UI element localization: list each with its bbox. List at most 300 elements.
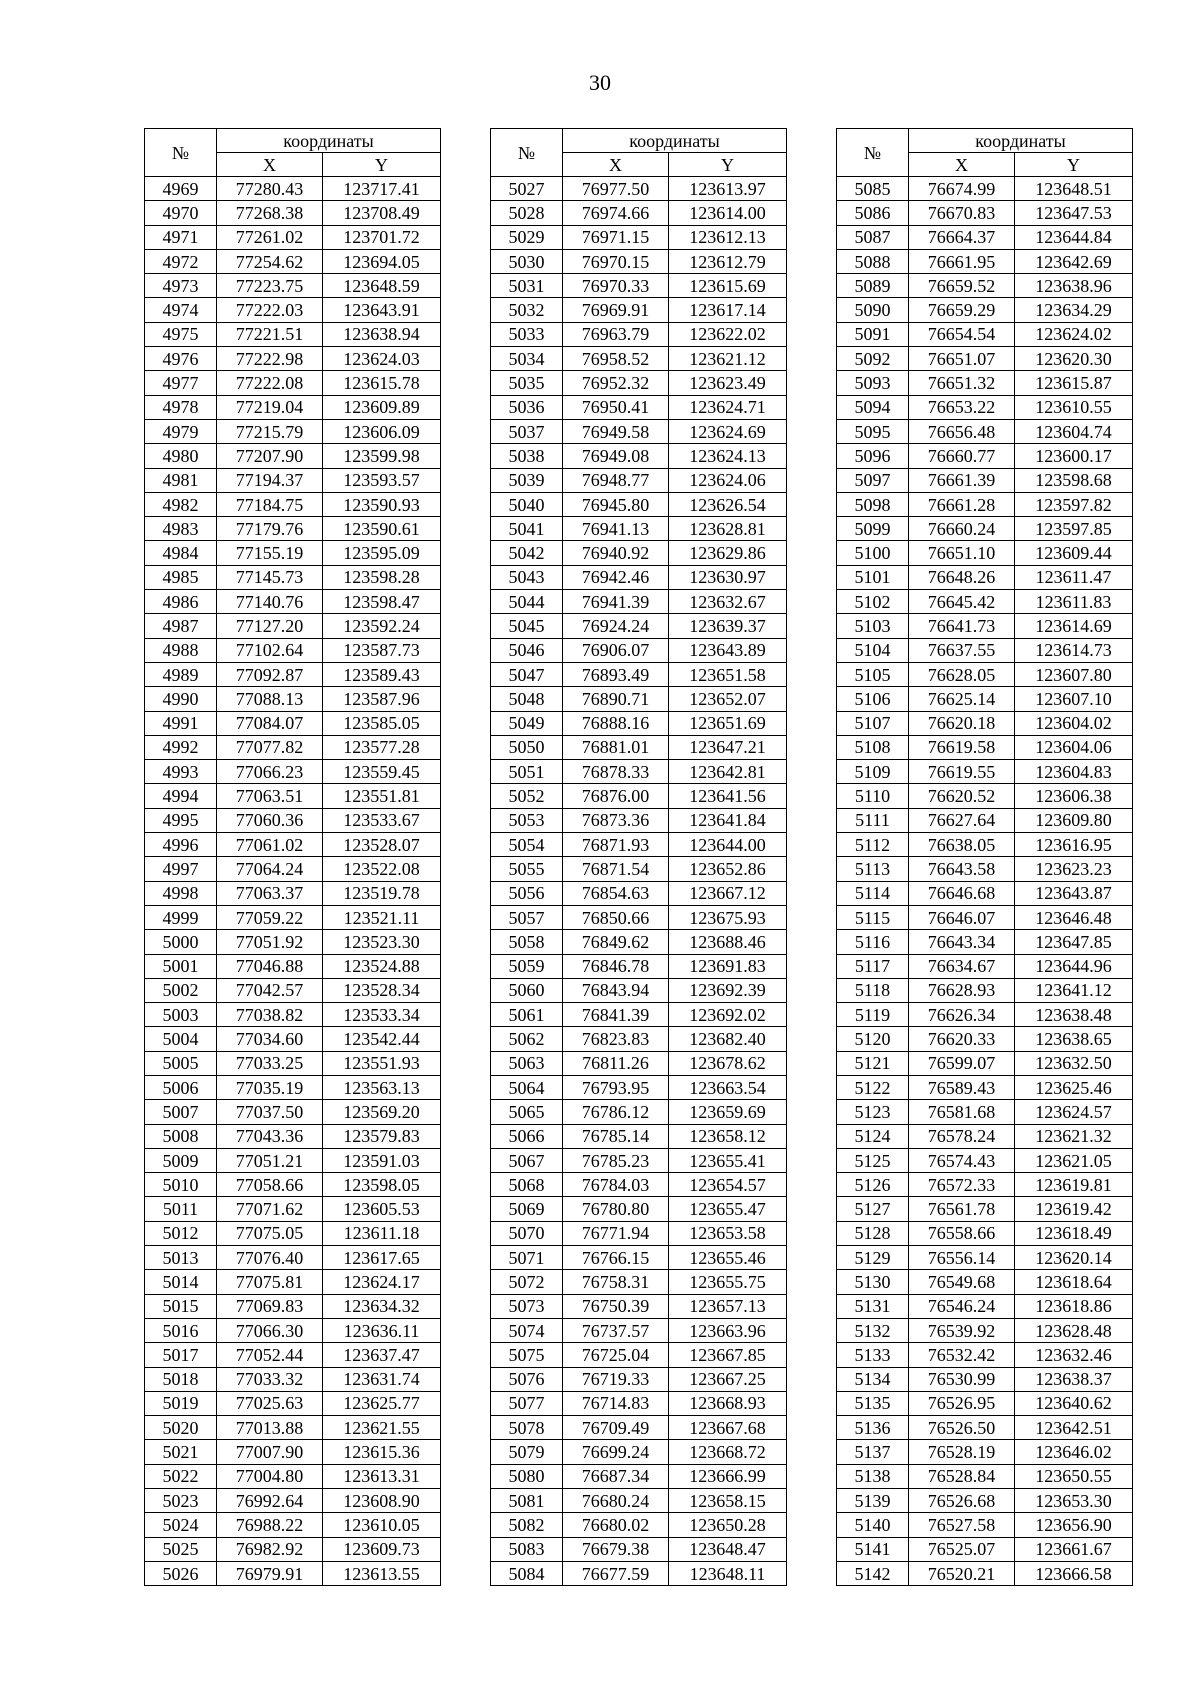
coord-y: 123648.59 xyxy=(323,274,441,298)
coordinate-tables xyxy=(144,128,1134,1588)
coord-x: 76561.78 xyxy=(909,1197,1015,1221)
coord-y: 123623.49 xyxy=(669,371,787,395)
table-row xyxy=(491,1318,787,1342)
table-row xyxy=(837,517,1133,541)
coord-y: 123650.28 xyxy=(669,1513,787,1537)
coord-y: 123616.95 xyxy=(1015,833,1133,857)
row-number: 5099 xyxy=(837,517,909,541)
coord-x: 76771.94 xyxy=(563,1221,669,1245)
table-row xyxy=(145,978,441,1002)
coord-x: 76846.78 xyxy=(563,954,669,978)
coord-x: 77059.22 xyxy=(217,905,323,929)
row-number: 5055 xyxy=(491,857,563,881)
coord-x: 76941.39 xyxy=(563,590,669,614)
row-number: 5121 xyxy=(837,1051,909,1075)
table-body xyxy=(837,177,1133,1586)
table-row xyxy=(837,1173,1133,1197)
coord-x: 77215.79 xyxy=(217,419,323,443)
row-number: 5078 xyxy=(491,1416,563,1440)
coord-y: 123618.86 xyxy=(1015,1294,1133,1318)
coord-y: 123614.00 xyxy=(669,201,787,225)
coord-y: 123701.72 xyxy=(323,225,441,249)
table-row xyxy=(145,1124,441,1148)
table-row xyxy=(837,1513,1133,1537)
table-row xyxy=(491,347,787,371)
coord-x: 76677.59 xyxy=(563,1561,669,1585)
coord-x: 76687.34 xyxy=(563,1464,669,1488)
row-number: 5045 xyxy=(491,614,563,638)
row-number: 5018 xyxy=(145,1367,217,1391)
coord-x: 77052.44 xyxy=(217,1343,323,1367)
coord-y: 123655.41 xyxy=(669,1148,787,1172)
coord-y: 123638.37 xyxy=(1015,1367,1133,1391)
row-number: 4982 xyxy=(145,492,217,516)
row-number: 4994 xyxy=(145,784,217,808)
coord-x: 76786.12 xyxy=(563,1100,669,1124)
row-number: 5110 xyxy=(837,784,909,808)
coord-x: 76660.77 xyxy=(909,444,1015,468)
table-row xyxy=(145,930,441,954)
table-row xyxy=(491,687,787,711)
row-number: 5119 xyxy=(837,1003,909,1027)
coord-y: 123643.87 xyxy=(1015,881,1133,905)
row-number: 5109 xyxy=(837,760,909,784)
coord-y: 123613.97 xyxy=(669,177,787,201)
coord-x: 76941.13 xyxy=(563,517,669,541)
row-number: 4975 xyxy=(145,322,217,346)
coord-y: 123642.51 xyxy=(1015,1416,1133,1440)
coord-x: 77102.64 xyxy=(217,638,323,662)
coord-x: 76627.64 xyxy=(909,808,1015,832)
coord-y: 123642.69 xyxy=(1015,249,1133,273)
coord-y: 123619.42 xyxy=(1015,1197,1133,1221)
coord-x: 76530.99 xyxy=(909,1367,1015,1391)
table-row xyxy=(837,1270,1133,1294)
row-number: 5021 xyxy=(145,1440,217,1464)
row-number: 5030 xyxy=(491,249,563,273)
row-number: 4988 xyxy=(145,638,217,662)
row-number: 5083 xyxy=(491,1537,563,1561)
coord-y: 123663.96 xyxy=(669,1318,787,1342)
table-row xyxy=(837,1027,1133,1051)
row-number: 5015 xyxy=(145,1294,217,1318)
coord-x: 76532.42 xyxy=(909,1343,1015,1367)
coord-y: 123595.09 xyxy=(323,541,441,565)
coord-y: 123682.40 xyxy=(669,1027,787,1051)
table-row xyxy=(837,735,1133,759)
coord-x: 76784.03 xyxy=(563,1173,669,1197)
row-number: 5085 xyxy=(837,177,909,201)
table-row xyxy=(145,638,441,662)
coord-x: 76793.95 xyxy=(563,1075,669,1099)
coord-y: 123613.31 xyxy=(323,1464,441,1488)
coord-x: 77084.07 xyxy=(217,711,323,735)
row-number: 5126 xyxy=(837,1173,909,1197)
coord-y: 123625.46 xyxy=(1015,1075,1133,1099)
table-row xyxy=(491,517,787,541)
table-row xyxy=(491,614,787,638)
table-row xyxy=(837,638,1133,662)
table-row xyxy=(837,1124,1133,1148)
row-number: 5130 xyxy=(837,1270,909,1294)
coord-x: 76714.83 xyxy=(563,1391,669,1415)
row-number: 5142 xyxy=(837,1561,909,1585)
coord-y: 123606.38 xyxy=(1015,784,1133,808)
coord-y: 123624.06 xyxy=(669,468,787,492)
coord-x: 76528.19 xyxy=(909,1440,1015,1464)
row-number: 5115 xyxy=(837,905,909,929)
coord-x: 76873.36 xyxy=(563,808,669,832)
table-row xyxy=(837,1391,1133,1415)
coord-x: 77207.90 xyxy=(217,444,323,468)
coord-y: 123587.96 xyxy=(323,687,441,711)
row-number: 5127 xyxy=(837,1197,909,1221)
table-row xyxy=(145,1003,441,1027)
row-number: 4998 xyxy=(145,881,217,905)
coord-y: 123619.81 xyxy=(1015,1173,1133,1197)
row-number: 4985 xyxy=(145,565,217,589)
coord-x: 76890.71 xyxy=(563,687,669,711)
row-number: 5069 xyxy=(491,1197,563,1221)
table-row xyxy=(145,249,441,273)
row-number: 5070 xyxy=(491,1221,563,1245)
coord-x: 76969.91 xyxy=(563,298,669,322)
row-number: 5135 xyxy=(837,1391,909,1415)
coord-y: 123652.86 xyxy=(669,857,787,881)
coord-y: 123659.69 xyxy=(669,1100,787,1124)
coord-y: 123666.58 xyxy=(1015,1561,1133,1585)
table-row xyxy=(491,1440,787,1464)
row-number: 5051 xyxy=(491,760,563,784)
coord-x: 76940.92 xyxy=(563,541,669,565)
row-number: 4971 xyxy=(145,225,217,249)
table-row xyxy=(837,1075,1133,1099)
row-number: 4983 xyxy=(145,517,217,541)
coord-x: 76854.63 xyxy=(563,881,669,905)
coord-y: 123656.90 xyxy=(1015,1513,1133,1537)
coord-y: 123589.43 xyxy=(323,662,441,686)
coord-y: 123658.15 xyxy=(669,1489,787,1513)
table-row xyxy=(491,492,787,516)
coord-y: 123522.08 xyxy=(323,857,441,881)
coord-y: 123678.62 xyxy=(669,1051,787,1075)
coord-y: 123621.55 xyxy=(323,1416,441,1440)
coord-y: 123625.77 xyxy=(323,1391,441,1415)
row-number: 5043 xyxy=(491,565,563,589)
row-number: 5056 xyxy=(491,881,563,905)
coord-y: 123611.18 xyxy=(323,1221,441,1245)
coord-x: 76619.55 xyxy=(909,760,1015,784)
row-number: 5090 xyxy=(837,298,909,322)
table-row xyxy=(837,1221,1133,1245)
coord-y: 123632.67 xyxy=(669,590,787,614)
coord-y: 123604.74 xyxy=(1015,419,1133,443)
table-row xyxy=(145,735,441,759)
coord-y: 123651.58 xyxy=(669,662,787,686)
header-number: № xyxy=(145,129,217,177)
table-row xyxy=(145,833,441,857)
table-row xyxy=(837,1294,1133,1318)
row-number: 4969 xyxy=(145,177,217,201)
table-row xyxy=(491,565,787,589)
coord-x: 76680.02 xyxy=(563,1513,669,1537)
header-x: X xyxy=(909,153,1015,177)
coord-x: 76766.15 xyxy=(563,1246,669,1270)
coord-y: 123647.85 xyxy=(1015,930,1133,954)
coord-x: 76949.58 xyxy=(563,419,669,443)
coord-x: 76906.07 xyxy=(563,638,669,662)
coord-y: 123608.90 xyxy=(323,1489,441,1513)
coord-y: 123598.47 xyxy=(323,590,441,614)
coord-x: 76656.48 xyxy=(909,419,1015,443)
coord-x: 76581.68 xyxy=(909,1100,1015,1124)
coord-x: 76651.32 xyxy=(909,371,1015,395)
row-number: 5080 xyxy=(491,1464,563,1488)
row-number: 5053 xyxy=(491,808,563,832)
coord-y: 123597.85 xyxy=(1015,517,1133,541)
row-number: 5046 xyxy=(491,638,563,662)
table-body xyxy=(491,177,787,1586)
coord-y: 123717.41 xyxy=(323,177,441,201)
coord-y: 123666.99 xyxy=(669,1464,787,1488)
table-row xyxy=(491,298,787,322)
coord-x: 76628.93 xyxy=(909,978,1015,1002)
row-number: 5024 xyxy=(145,1513,217,1537)
coord-y: 123667.85 xyxy=(669,1343,787,1367)
coord-y: 123617.14 xyxy=(669,298,787,322)
coord-y: 123630.97 xyxy=(669,565,787,589)
coord-x: 76878.33 xyxy=(563,760,669,784)
coord-y: 123641.56 xyxy=(669,784,787,808)
row-number: 4979 xyxy=(145,419,217,443)
coord-x: 76578.24 xyxy=(909,1124,1015,1148)
table-row xyxy=(491,468,787,492)
coord-y: 123614.69 xyxy=(1015,614,1133,638)
row-number: 5124 xyxy=(837,1124,909,1148)
coord-y: 123667.12 xyxy=(669,881,787,905)
coord-y: 123620.30 xyxy=(1015,347,1133,371)
row-number: 5076 xyxy=(491,1367,563,1391)
coord-y: 123647.21 xyxy=(669,735,787,759)
coord-y: 123597.82 xyxy=(1015,492,1133,516)
row-number: 4987 xyxy=(145,614,217,638)
row-number: 5114 xyxy=(837,881,909,905)
table-row xyxy=(491,249,787,273)
table-row xyxy=(145,1561,441,1585)
coord-x: 76574.43 xyxy=(909,1148,1015,1172)
row-number: 5012 xyxy=(145,1221,217,1245)
coord-y: 123615.69 xyxy=(669,274,787,298)
coord-y: 123621.32 xyxy=(1015,1124,1133,1148)
coord-y: 123593.57 xyxy=(323,468,441,492)
row-number: 5129 xyxy=(837,1246,909,1270)
coord-x: 77013.88 xyxy=(217,1416,323,1440)
coord-y: 123604.83 xyxy=(1015,760,1133,784)
coord-x: 76970.15 xyxy=(563,249,669,273)
coord-y: 123624.03 xyxy=(323,347,441,371)
coord-x: 76520.21 xyxy=(909,1561,1015,1585)
row-number: 4978 xyxy=(145,395,217,419)
coord-x: 76750.39 xyxy=(563,1294,669,1318)
coord-y: 123606.09 xyxy=(323,419,441,443)
table-row xyxy=(837,954,1133,978)
row-number: 5104 xyxy=(837,638,909,662)
coord-x: 76881.01 xyxy=(563,735,669,759)
row-number: 5081 xyxy=(491,1489,563,1513)
coord-x: 77071.62 xyxy=(217,1197,323,1221)
table-row xyxy=(145,419,441,443)
table-row xyxy=(837,905,1133,929)
coord-y: 123590.61 xyxy=(323,517,441,541)
row-number: 5058 xyxy=(491,930,563,954)
table-row xyxy=(837,1367,1133,1391)
coord-x: 76719.33 xyxy=(563,1367,669,1391)
coord-x: 76849.62 xyxy=(563,930,669,954)
coord-x: 77155.19 xyxy=(217,541,323,565)
row-number: 5040 xyxy=(491,492,563,516)
coord-x: 77063.37 xyxy=(217,881,323,905)
row-number: 5086 xyxy=(837,201,909,225)
coord-x: 76949.08 xyxy=(563,444,669,468)
table-row xyxy=(837,565,1133,589)
row-number: 5133 xyxy=(837,1343,909,1367)
coord-x: 76628.05 xyxy=(909,662,1015,686)
table-row xyxy=(837,274,1133,298)
coord-y: 123599.98 xyxy=(323,444,441,468)
table-row xyxy=(837,760,1133,784)
row-number: 5123 xyxy=(837,1100,909,1124)
row-number: 5036 xyxy=(491,395,563,419)
coord-y: 123638.65 xyxy=(1015,1027,1133,1051)
row-number: 5116 xyxy=(837,930,909,954)
coord-y: 123634.29 xyxy=(1015,298,1133,322)
coord-y: 123542.44 xyxy=(323,1027,441,1051)
coord-x: 77221.51 xyxy=(217,322,323,346)
coord-y: 123528.34 xyxy=(323,978,441,1002)
coord-y: 123528.07 xyxy=(323,833,441,857)
coord-x: 77268.38 xyxy=(217,201,323,225)
row-number: 5042 xyxy=(491,541,563,565)
coord-x: 76558.66 xyxy=(909,1221,1015,1245)
coord-x: 76648.26 xyxy=(909,565,1015,589)
table-row xyxy=(145,1270,441,1294)
table-row xyxy=(837,347,1133,371)
coord-y: 123647.53 xyxy=(1015,201,1133,225)
coord-y: 123592.24 xyxy=(323,614,441,638)
coord-x: 76811.26 xyxy=(563,1051,669,1075)
coord-y: 123668.93 xyxy=(669,1391,787,1415)
coord-y: 123648.11 xyxy=(669,1561,787,1585)
row-number: 5054 xyxy=(491,833,563,857)
table-row xyxy=(145,517,441,541)
coord-x: 77042.57 xyxy=(217,978,323,1002)
table-row xyxy=(491,177,787,201)
row-number: 5132 xyxy=(837,1318,909,1342)
table-row xyxy=(491,711,787,735)
coord-y: 123628.48 xyxy=(1015,1318,1133,1342)
coord-y: 123694.05 xyxy=(323,249,441,273)
row-number: 5019 xyxy=(145,1391,217,1415)
row-number: 5026 xyxy=(145,1561,217,1585)
table-row xyxy=(491,1343,787,1367)
coord-x: 77037.50 xyxy=(217,1100,323,1124)
row-number: 5096 xyxy=(837,444,909,468)
row-number: 5064 xyxy=(491,1075,563,1099)
row-number: 4991 xyxy=(145,711,217,735)
table-row xyxy=(837,298,1133,322)
row-number: 5136 xyxy=(837,1416,909,1440)
coord-x: 77064.24 xyxy=(217,857,323,881)
row-number: 5091 xyxy=(837,322,909,346)
coord-x: 77025.63 xyxy=(217,1391,323,1415)
row-number: 5006 xyxy=(145,1075,217,1099)
table-row xyxy=(145,1148,441,1172)
coord-y: 123646.02 xyxy=(1015,1440,1133,1464)
row-number: 5128 xyxy=(837,1221,909,1245)
row-number: 5122 xyxy=(837,1075,909,1099)
coord-x: 77261.02 xyxy=(217,225,323,249)
coord-y: 123624.57 xyxy=(1015,1100,1133,1124)
coord-x: 76646.07 xyxy=(909,905,1015,929)
table-row xyxy=(837,1148,1133,1172)
row-number: 5033 xyxy=(491,322,563,346)
table-row xyxy=(837,395,1133,419)
coord-y: 123653.58 xyxy=(669,1221,787,1245)
row-number: 5020 xyxy=(145,1416,217,1440)
table-row xyxy=(145,444,441,468)
table-row xyxy=(491,1270,787,1294)
table-row xyxy=(837,930,1133,954)
coord-x: 76758.31 xyxy=(563,1270,669,1294)
coord-y: 123612.13 xyxy=(669,225,787,249)
coord-x: 77046.88 xyxy=(217,954,323,978)
table-row xyxy=(145,1343,441,1367)
table-row xyxy=(491,735,787,759)
row-number: 5004 xyxy=(145,1027,217,1051)
coord-y: 123533.34 xyxy=(323,1003,441,1027)
row-number: 5131 xyxy=(837,1294,909,1318)
table-row xyxy=(145,1318,441,1342)
header-x: X xyxy=(563,153,669,177)
row-number: 5082 xyxy=(491,1513,563,1537)
coord-x: 76660.24 xyxy=(909,517,1015,541)
table-row xyxy=(145,1294,441,1318)
coord-x: 77069.83 xyxy=(217,1294,323,1318)
coord-y: 123644.00 xyxy=(669,833,787,857)
row-number: 5022 xyxy=(145,1464,217,1488)
table-row xyxy=(837,1197,1133,1221)
table-row xyxy=(491,1100,787,1124)
table-row xyxy=(491,1416,787,1440)
row-number: 5016 xyxy=(145,1318,217,1342)
table-row xyxy=(491,833,787,857)
table-row xyxy=(145,177,441,201)
table-row xyxy=(491,930,787,954)
table-row xyxy=(491,225,787,249)
coord-x: 76634.67 xyxy=(909,954,1015,978)
coord-y: 123610.05 xyxy=(323,1513,441,1537)
table-row xyxy=(837,1318,1133,1342)
coord-x: 76626.34 xyxy=(909,1003,1015,1027)
coord-y: 123641.12 xyxy=(1015,978,1133,1002)
coord-y: 123623.23 xyxy=(1015,857,1133,881)
table-row xyxy=(491,419,787,443)
row-number: 5087 xyxy=(837,225,909,249)
table-row xyxy=(145,347,441,371)
coord-x: 76526.68 xyxy=(909,1489,1015,1513)
row-number: 5074 xyxy=(491,1318,563,1342)
row-number: 5072 xyxy=(491,1270,563,1294)
